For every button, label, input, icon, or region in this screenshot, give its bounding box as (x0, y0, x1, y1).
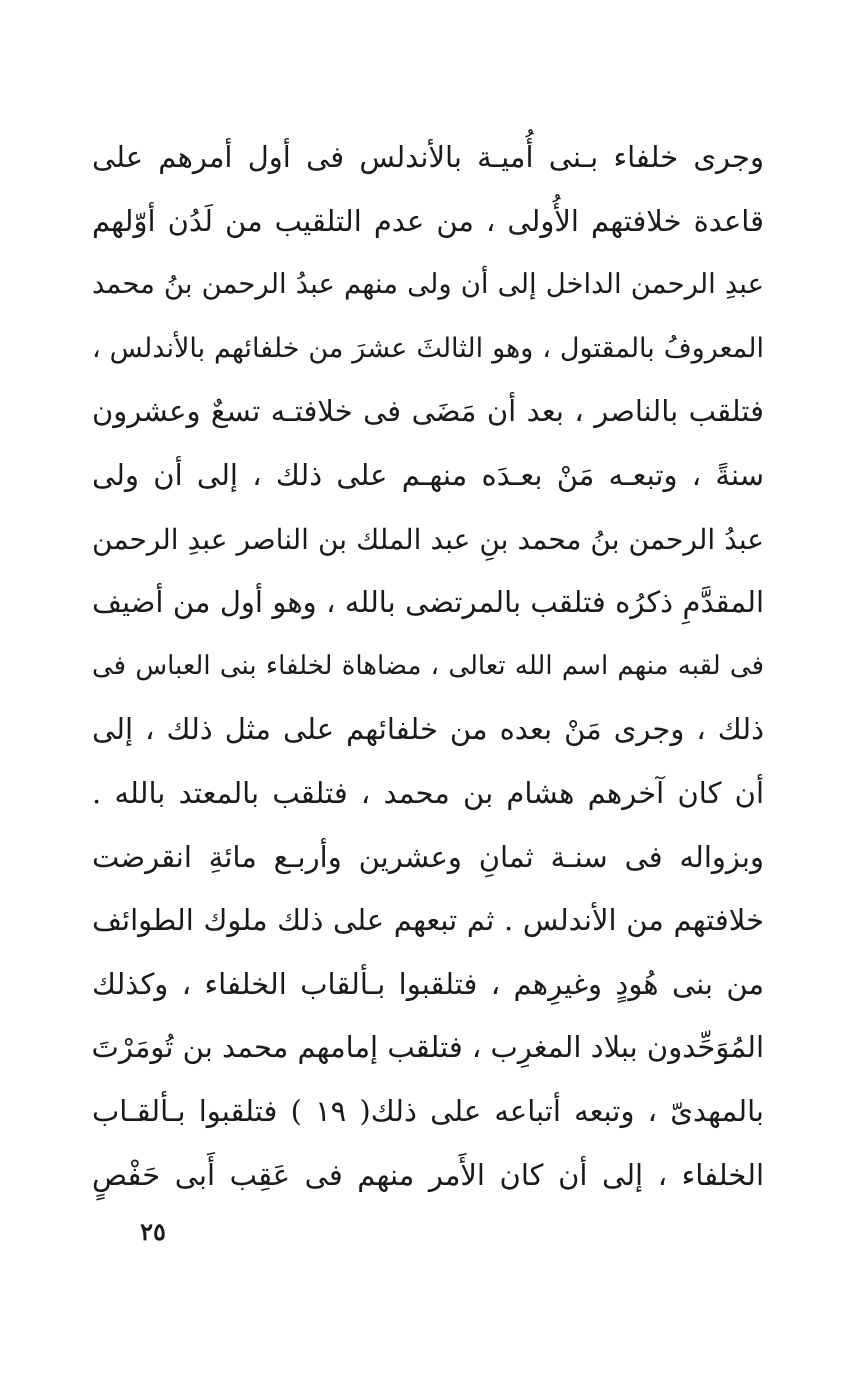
text-line: عبدِ الرحمن الداخل إلى أن ولى منهم عبدُ الرحمن بنُ محمد (92, 268, 764, 301)
text-line: وبزواله فى سنـة ثمانِ وعشرين وأربـع مائةِ انقرضت (92, 839, 764, 874)
text-line: عبدُ الرحمن بنُ محمد بنِ عبد الملك بن الناصر عبدِ الرحمن (92, 522, 764, 556)
text-line: بالمهدىّ ، وتبعه أتباعه على ذلك( ١٩ ) فتلقبوا بـألقـاب (92, 1093, 764, 1128)
text-line: سنةً ، وتبعـه مَنْ بعـدَه منهـم على ذلك ، إلى أن ولى (92, 457, 764, 492)
text-line: فى لقبه منهم اسم الله تعالى ، مضاهاة لخلفاء بنى العباس فى (92, 650, 764, 681)
text-line: المعروفُ بالمقتول ، وهو الثالثَ عشرَ من خلفائهم بالأندلس ، (92, 332, 764, 364)
text-line: المقدَّمِ ذكرُه فتلقب بالمرتضى بالله ، وهو أول من أضيف (92, 585, 764, 620)
text-line: ذلك ، وجرى مَنْ بعده من خلفائهم على مثل ذلك ، إلى (92, 712, 764, 747)
text-line: قاعدة خلافتهم الأُولى ، من عدم التلقيب من لَدُن أوّلهم (92, 203, 764, 238)
text-line: أن كان آخرهم هشام بن محمد ، فتلقب بالمعتد بالله . (92, 775, 764, 810)
text-line: المُوَحِّدون ببلاد المغرِب ، فتلقب إمامهم محمد بن تُومَرْتَ (92, 1030, 764, 1065)
page-number: ٢٥ (140, 1217, 166, 1246)
text-line: من بنى هُودٍ وغيرِهم ، فتلقبوا بـألقاب الخلفاء ، وكذلك (92, 966, 764, 1001)
body-text (92, 126, 764, 1207)
text-line: وجرى خلفاء بـنى أُميـة بالأندلس فى أول أمرهم على (92, 140, 764, 174)
text-line: فتلقب بالناصر ، بعد أن مَضَى فى خلافتـه تسعٌ وعشرون (92, 394, 764, 429)
text-line: الخلفاء ، إلى أن كان الأَمر منهم فى عَقِب أَبى حَفْصٍ (92, 1157, 764, 1192)
text-line: خلافتهم من الأندلس . ثم تبعهم على ذلك ملوك الطوائف (92, 903, 764, 938)
